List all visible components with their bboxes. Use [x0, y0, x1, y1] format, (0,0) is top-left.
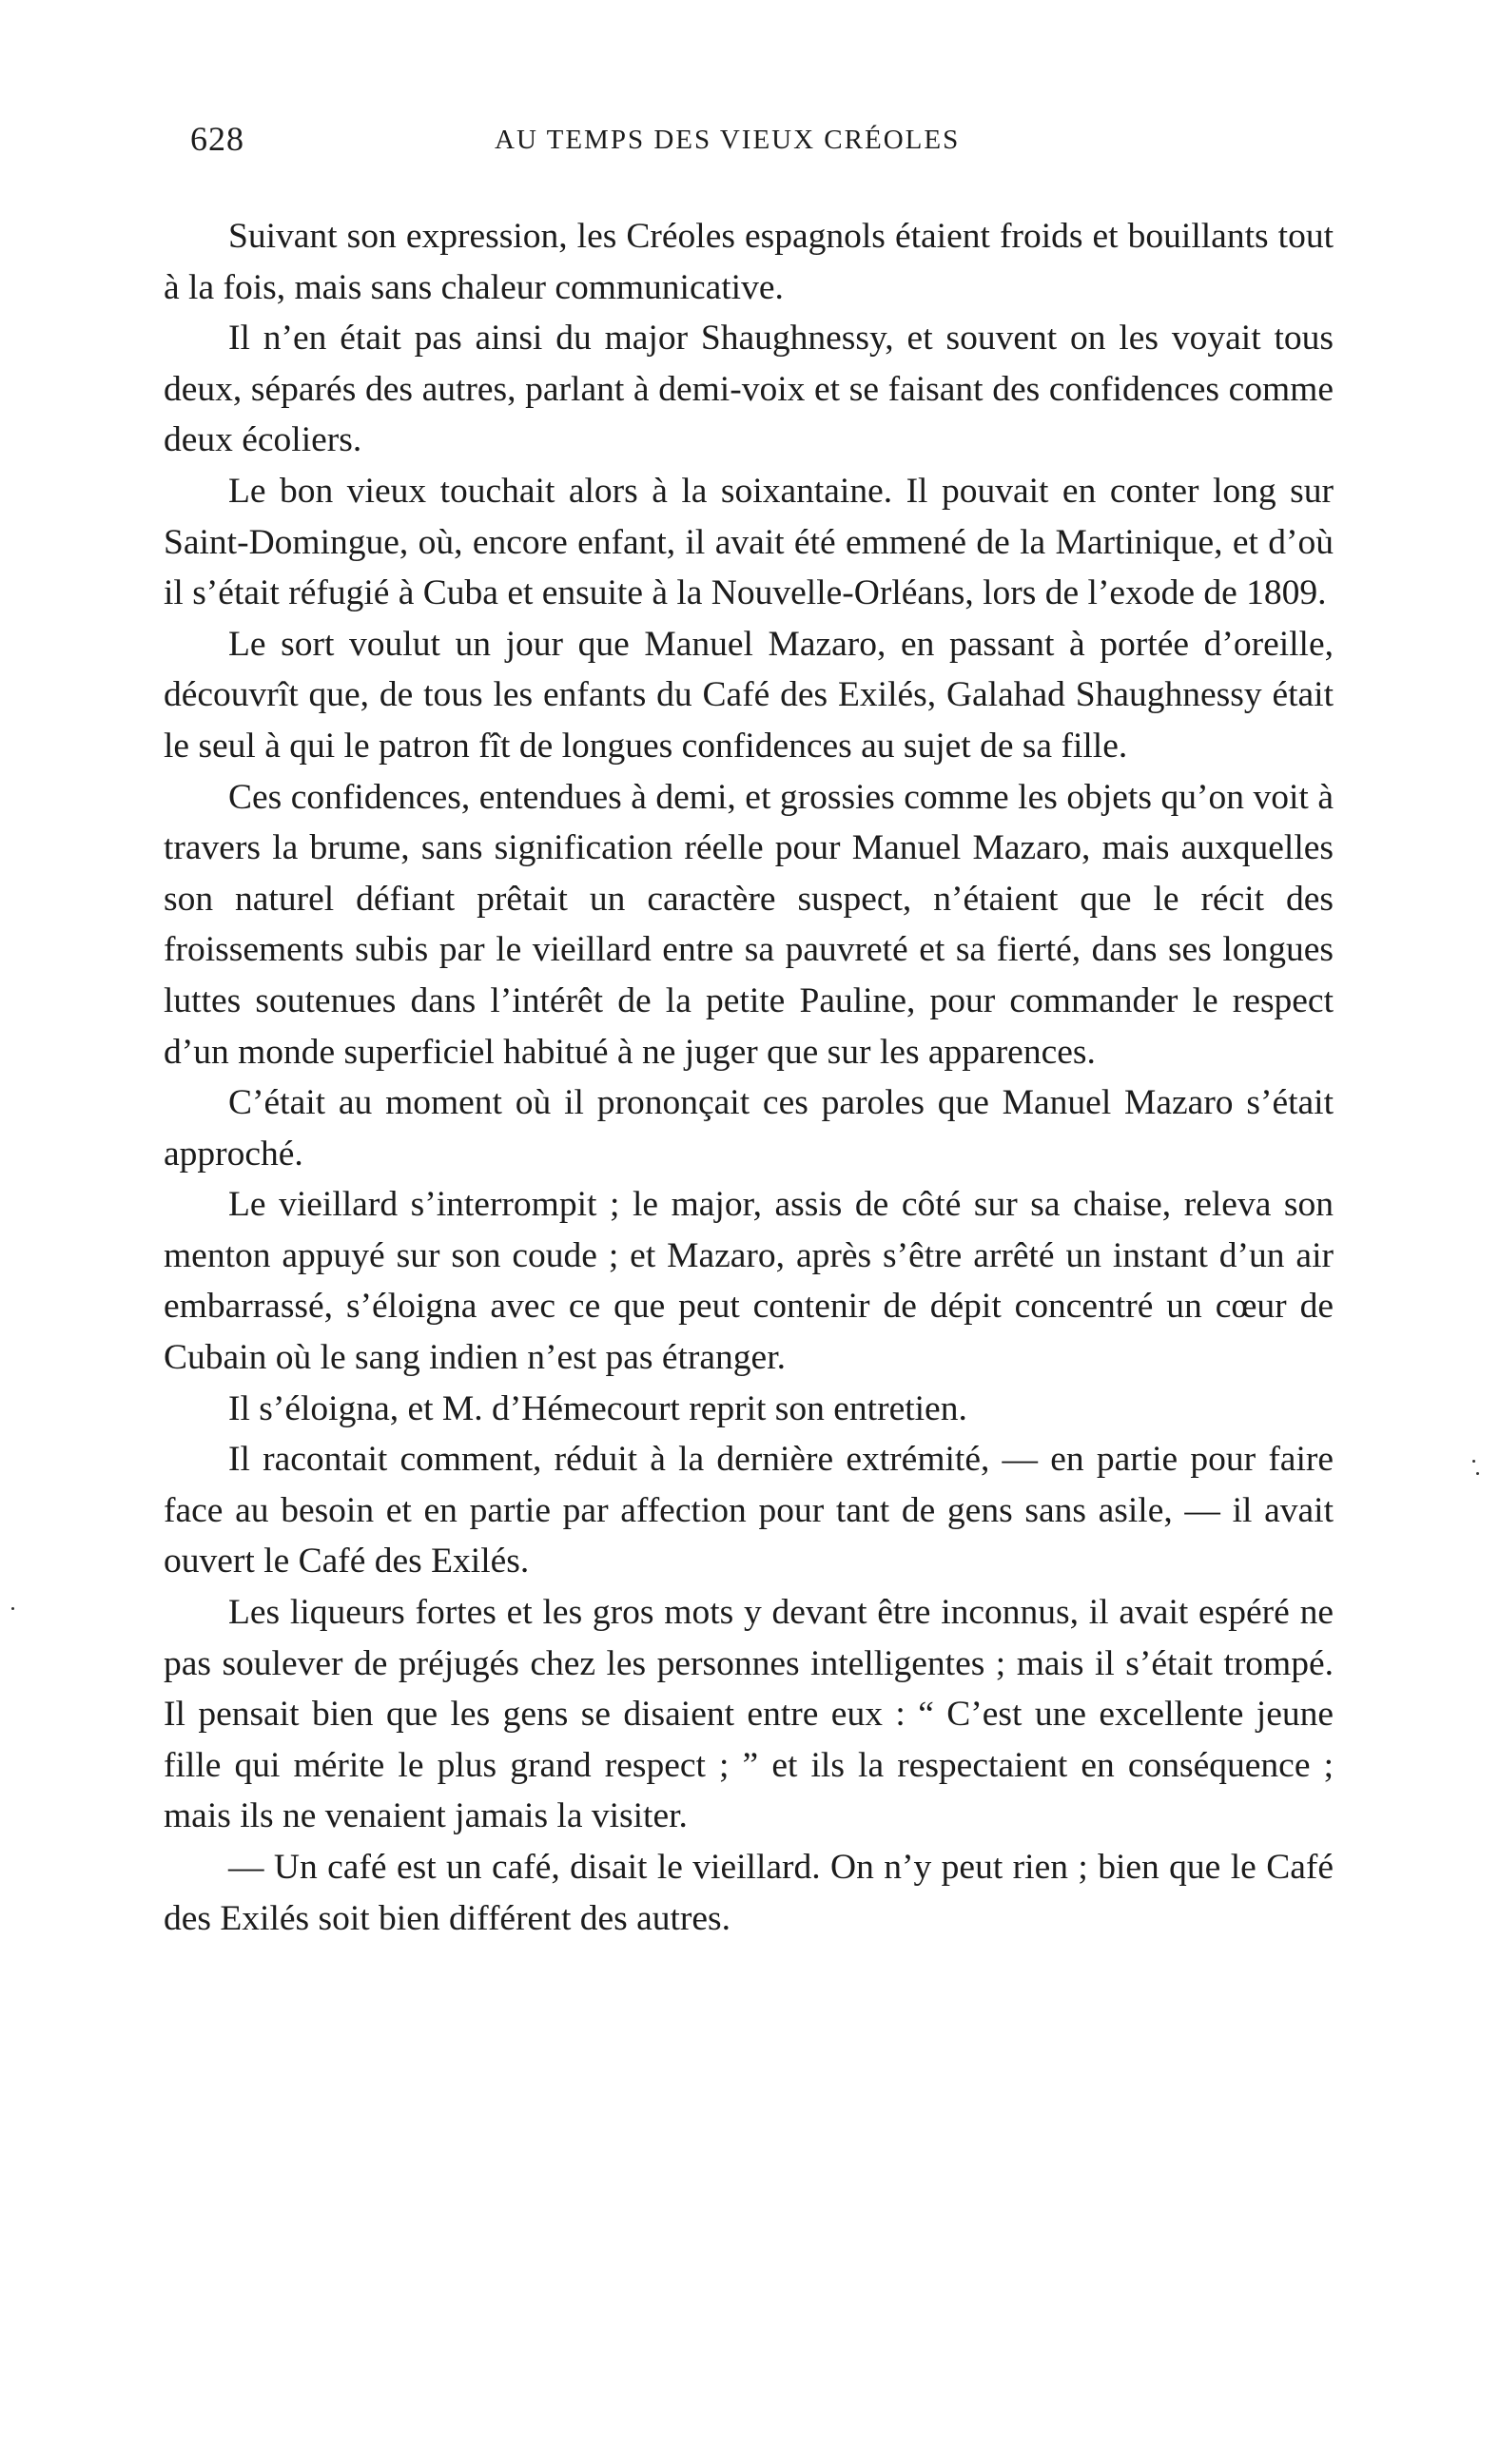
- paragraph: — Un café est un café, disait le vieillard. On n’y peut rien ; bien que le Café des Exilés soit bien différent des autres.: [164, 1848, 1334, 1938]
- running-title: AU TEMPS DES VIEUX CRÉOLES: [495, 125, 961, 155]
- scan-speck: [1476, 1472, 1479, 1475]
- scan-speck: [11, 1607, 14, 1610]
- page-number: 628: [190, 120, 244, 158]
- paragraph: Il n’en était pas ainsi du major Shaughnessy, et souvent on les voyait tous deux, séparés des autres, parlant à demi-voix et se faisant des confidences comme deux écoliers.: [164, 319, 1334, 460]
- paragraph: C’était au moment où il prononçait ces paroles que Manuel Mazaro s’était approché.: [164, 1083, 1334, 1174]
- paragraph: Ces confidences, entendues à demi, et grossies comme les objets qu’on voit à travers la brume, sans signification réelle pour Manuel Mazaro, mais auxquelles son naturel défiant prêtait un caractère suspect, n’étaient que le récit des froissements subis par le vieillard entre sa pauvreté et sa fierté, dans ses longues luttes soutenues dans l’intérêt de la petite Pauline, pour commander le respect d’un monde superficiel habitué à ne juger que sur les apparences.: [164, 777, 1334, 1072]
- paragraph: Il s’éloigna, et M. d’Hémecourt reprit son entretien.: [228, 1388, 967, 1428]
- paragraph: Le sort voulut un jour que Manuel Mazaro, en passant à portée d’oreille, découvrît que, de tous les enfants du Café des Exilés, Galahad Shaughnessy était le seul à qui le patron fît de longues confidences au sujet de sa fille.: [164, 624, 1334, 766]
- paragraph: Le bon vieux touchait alors à la soixantaine. Il pouvait en conter long sur Saint-Domingue, où, encore enfant, il avait été emmené de la Martinique, et d’où il s’était réfugié à Cuba et ensuite à la Nouvelle-Orléans, lors de l’exode de 1809.: [164, 471, 1334, 613]
- paragraph: Les liqueurs fortes et les gros mots y devant être inconnus, il avait espéré ne pas soulever de préjugés chez les personnes intelligentes ; mais il s’était trompé. Il pensait bien que les gens se disaient entre eux : “ C’est une excellente jeune fille qui mérite le plus grand respect ; ” et ils la respectaient en conséquence ; mais ils ne venaient jamais la visiter.: [164, 1593, 1334, 1836]
- page-header: [190, 119, 1332, 176]
- paragraph: Il racontait comment, réduit à la dernière extrémité, — en partie pour faire face au besoin et en partie par affection pour tant de gens sans asile, — il avait ouvert le Café des Exilés.: [164, 1440, 1334, 1581]
- scan-speck: [1472, 1460, 1475, 1463]
- paragraph: Suivant son expression, les Créoles espagnols étaient froids et bouillants tout à la fois, mais sans chaleur communicative.: [164, 217, 1334, 307]
- body-text: [164, 211, 1334, 1944]
- paragraph: Le vieillard s’interrompit ; le major, assis de côté sur sa chaise, releva son menton appuyé sur son coude ; et Mazaro, après s’être arrêté un instant d’un air embarrassé, s’éloigna avec ce que peut contenir de dépit concentré un cœur de Cubain où le sang indien n’est pas étranger.: [164, 1185, 1334, 1378]
